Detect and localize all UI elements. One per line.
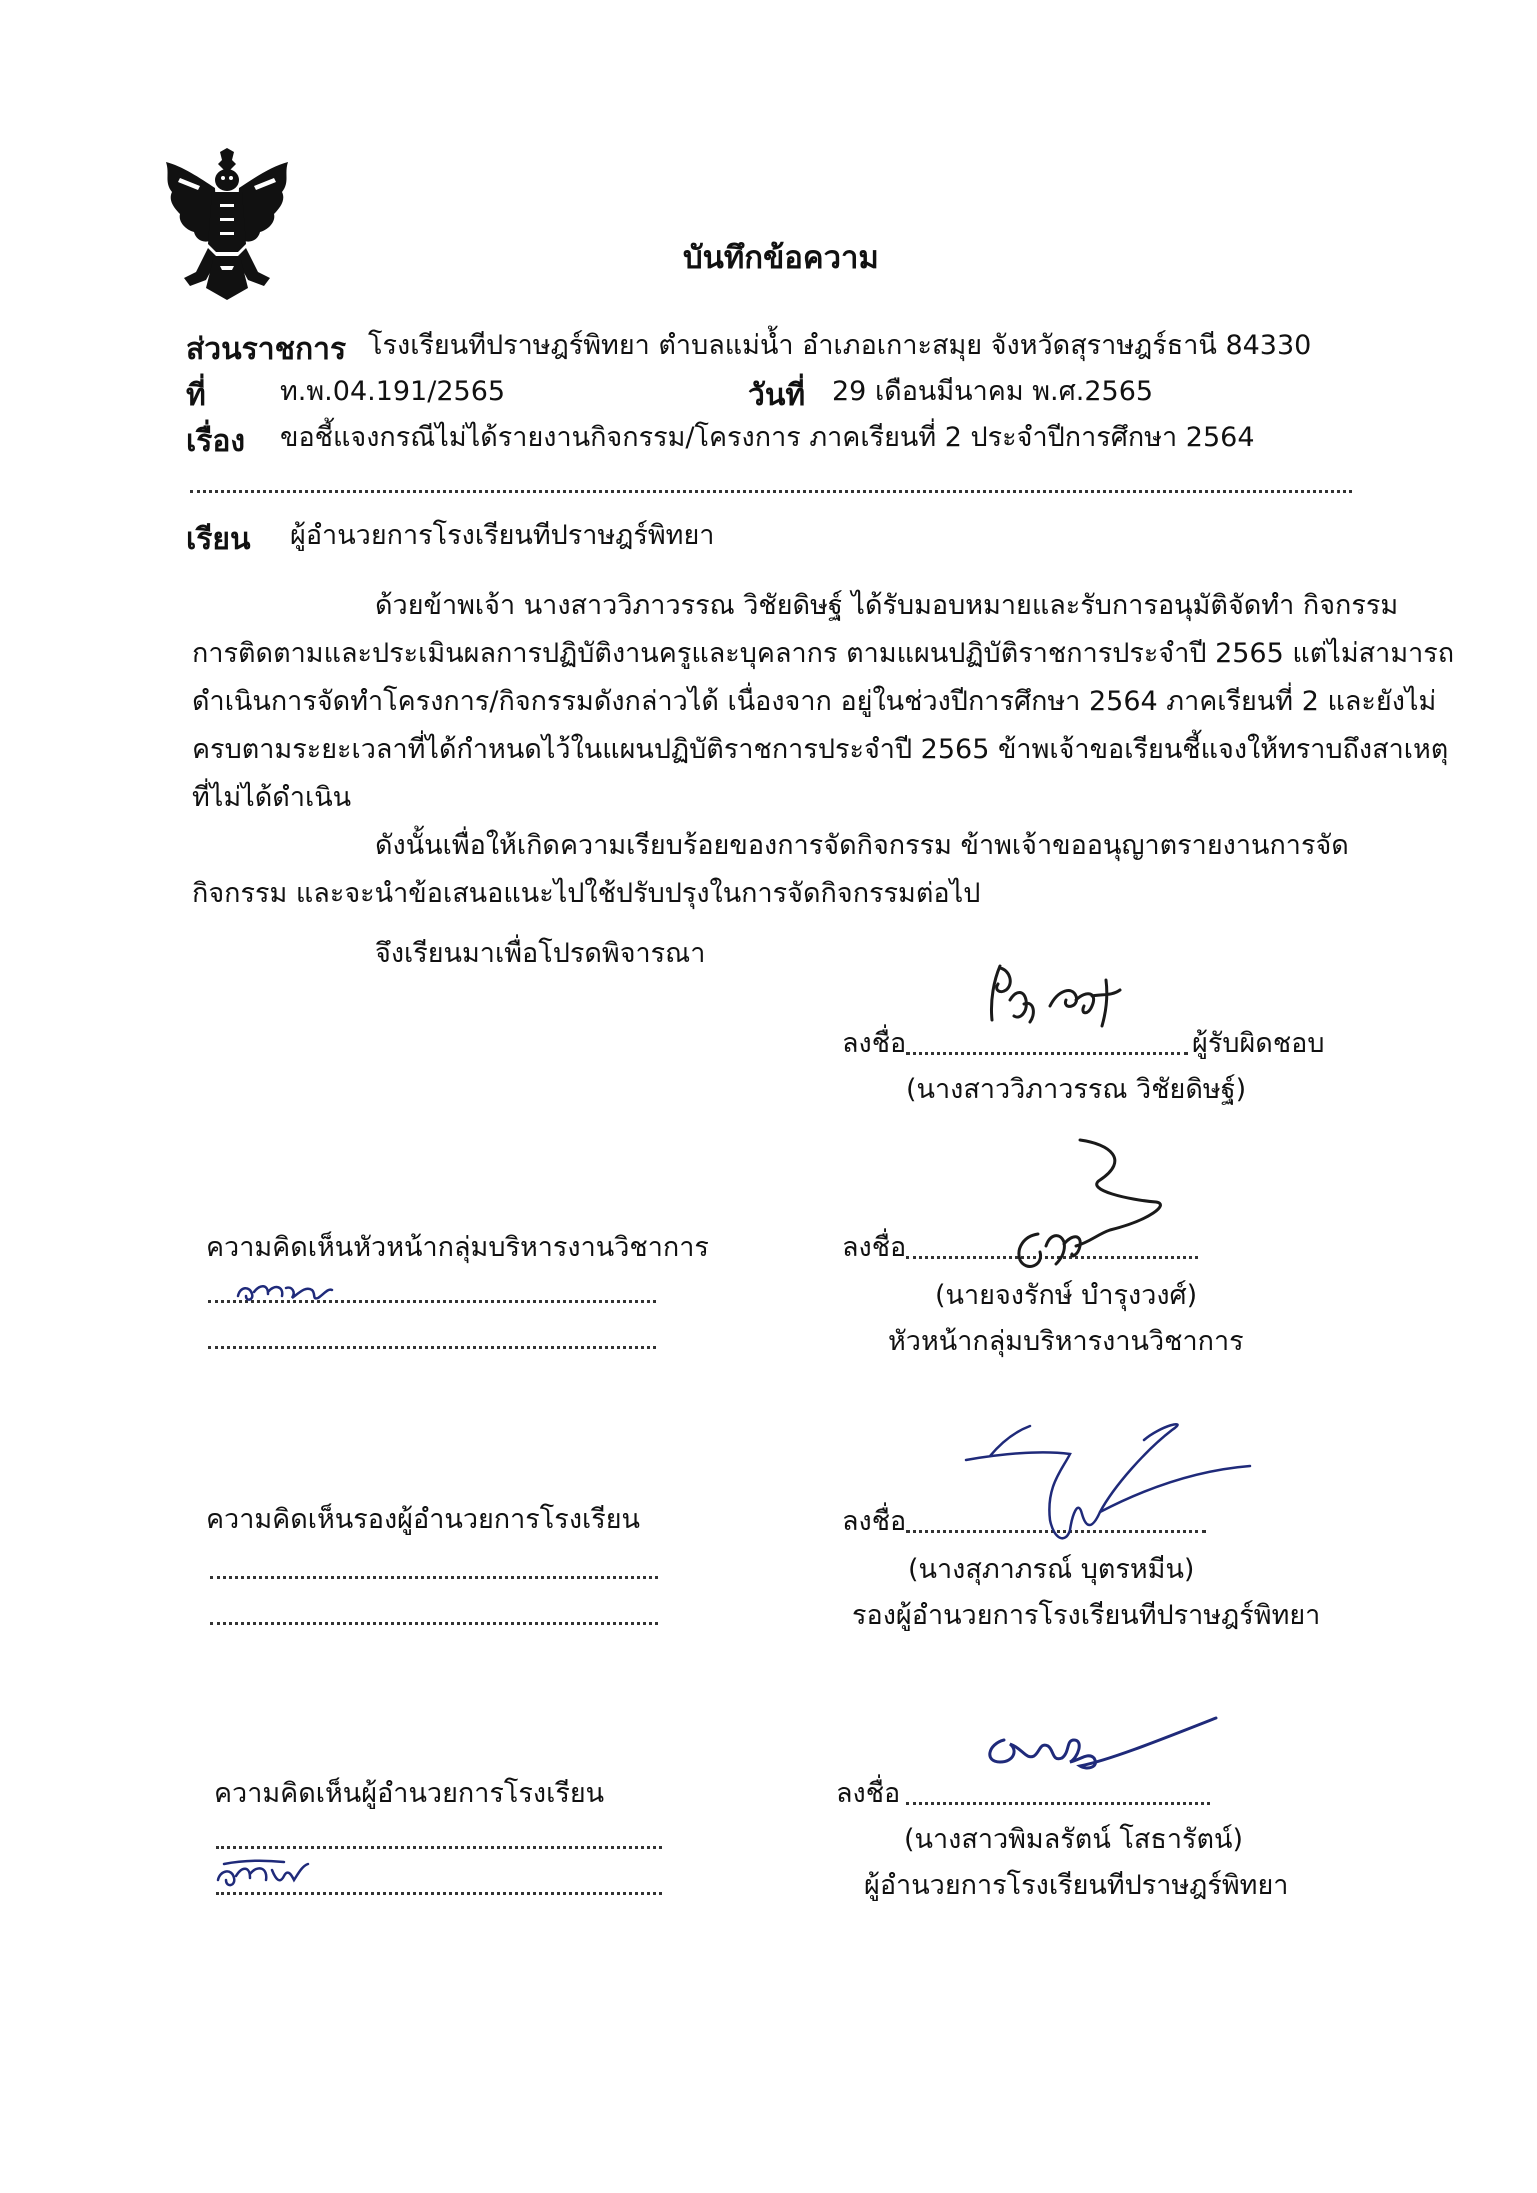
director-sign-label: ลงชื่อ — [836, 1778, 901, 1809]
ref-label: ที่ — [186, 378, 206, 413]
org-label: ส่วนราชการ — [186, 332, 347, 367]
deputy-comment-line-2 — [210, 1622, 658, 1625]
academic-comment-line-2 — [208, 1346, 656, 1349]
memo-title: บันทึกข้อความ — [683, 240, 879, 276]
deputy-name: (นางสุภาภรณ์ บุตรหมีน) — [908, 1554, 1195, 1585]
subject-value: ขอชี้แจงกรณีไม่ได้รายงานกิจกรรม/โครงการ ภาคเรียนที่ 2 ประจำปีการศึกษา 2564 — [280, 422, 1255, 453]
academic-handwritten-comment — [232, 1270, 352, 1314]
org-value: โรงเรียนทีปราษฎร์พิทยา ตำบลแม่น้ำ อำเภอเกาะสมุย จังหวัดสุราษฎร์ธานี 84330 — [368, 330, 1312, 361]
to-value: ผู้อำนวยการโรงเรียนทีปราษฎร์พิทยา — [290, 520, 715, 551]
responsible-signature — [980, 960, 1140, 1044]
director-comment-line-1 — [216, 1846, 662, 1849]
date-value: 29 เดือนมีนาคม พ.ศ.2565 — [832, 376, 1154, 407]
body-p1-line1: ด้วยข้าพเจ้า นางสาววิภาวรรณ วิชัยดิษฐ์ ได้รับมอบหมายและรับการอนุมัติจัดทำ กิจกรรม — [375, 590, 1399, 621]
academic-position: หัวหน้ากลุ่มบริหารงานวิชาการ — [888, 1326, 1244, 1357]
director-handwritten-comment — [214, 1850, 324, 1898]
closing-line: จึงเรียนมาเพื่อโปรดพิจารณา — [375, 938, 706, 969]
body-p1-line2: การติดตามและประเมินผลการปฏิบัติงานครูและบุคลากร ตามแผนปฏิบัติราชการประจำปี 2565 แต่ไม่สามารถ — [192, 638, 1455, 669]
responsible-suffix: ผู้รับผิดชอบ — [1192, 1028, 1325, 1059]
subject-label: เรื่อง — [186, 424, 246, 459]
director-name: (นางสาวพิมลรัตน์ โสธารัตน์) — [904, 1824, 1244, 1855]
body-p1-line4: ครบตามระยะเวลาที่ได้กำหนดไว้ในแผนปฏิบัติราชการประจำปี 2565 ข้าพเจ้าขอเรียนชี้แจงให้ทราบถึงสาเหตุ — [192, 734, 1449, 765]
deputy-sign-label: ลงชื่อ — [842, 1506, 907, 1537]
academic-comment-label: ความคิดเห็นหัวหน้ากลุ่มบริหารงานวิชาการ — [206, 1232, 709, 1263]
body-p1-line3: ดำเนินการจัดทำโครงการ/กิจกรรมดังกล่าวได้ เนื่องจาก อยู่ในช่วงปีการศึกษา 2564 ภาคเรียนที่ 2 และยังไม่ — [192, 686, 1437, 717]
director-position: ผู้อำนวยการโรงเรียนทีปราษฎร์พิทยา — [864, 1870, 1289, 1901]
deputy-position: รองผู้อำนวยการโรงเรียนทีปราษฎร์พิทยา — [852, 1600, 1321, 1631]
deputy-comment-label: ความคิดเห็นรองผู้อำนวยการโรงเรียน — [206, 1504, 641, 1535]
body-p2-line2: กิจกรรม และจะนำข้อเสนอแนะไปใช้ปรับปรุงในการจัดกิจกรรมต่อไป — [192, 878, 981, 909]
body-p1-line5: ที่ไม่ได้ดำเนิน — [192, 782, 352, 813]
academic-signature — [980, 1130, 1180, 1274]
header-divider — [190, 490, 1352, 493]
ref-value: ท.พ.04.191/2565 — [280, 376, 506, 407]
director-signature — [970, 1690, 1240, 1804]
to-label: เรียน — [186, 522, 251, 557]
academic-name: (นายจงรักษ์ บำรุงวงศ์) — [935, 1280, 1198, 1311]
body-p2-line1: ดังนั้นเพื่อให้เกิดความเรียบร้อยของการจัดกิจกรรม ข้าพเจ้าขออนุญาตรายงานการจัด — [375, 830, 1349, 861]
garuda-emblem-icon — [160, 148, 295, 300]
deputy-comment-line-1 — [210, 1576, 658, 1579]
responsible-sign-line — [906, 1052, 1188, 1055]
responsible-sign-label: ลงชื่อ — [842, 1028, 907, 1059]
date-label: วันที่ — [748, 378, 806, 413]
deputy-signature — [950, 1390, 1260, 1574]
academic-sign-label: ลงชื่อ — [842, 1232, 907, 1263]
responsible-name: (นางสาววิภาวรรณ วิชัยดิษฐ์) — [906, 1074, 1247, 1105]
director-comment-label: ความคิดเห็นผู้อำนวยการโรงเรียน — [214, 1778, 605, 1809]
